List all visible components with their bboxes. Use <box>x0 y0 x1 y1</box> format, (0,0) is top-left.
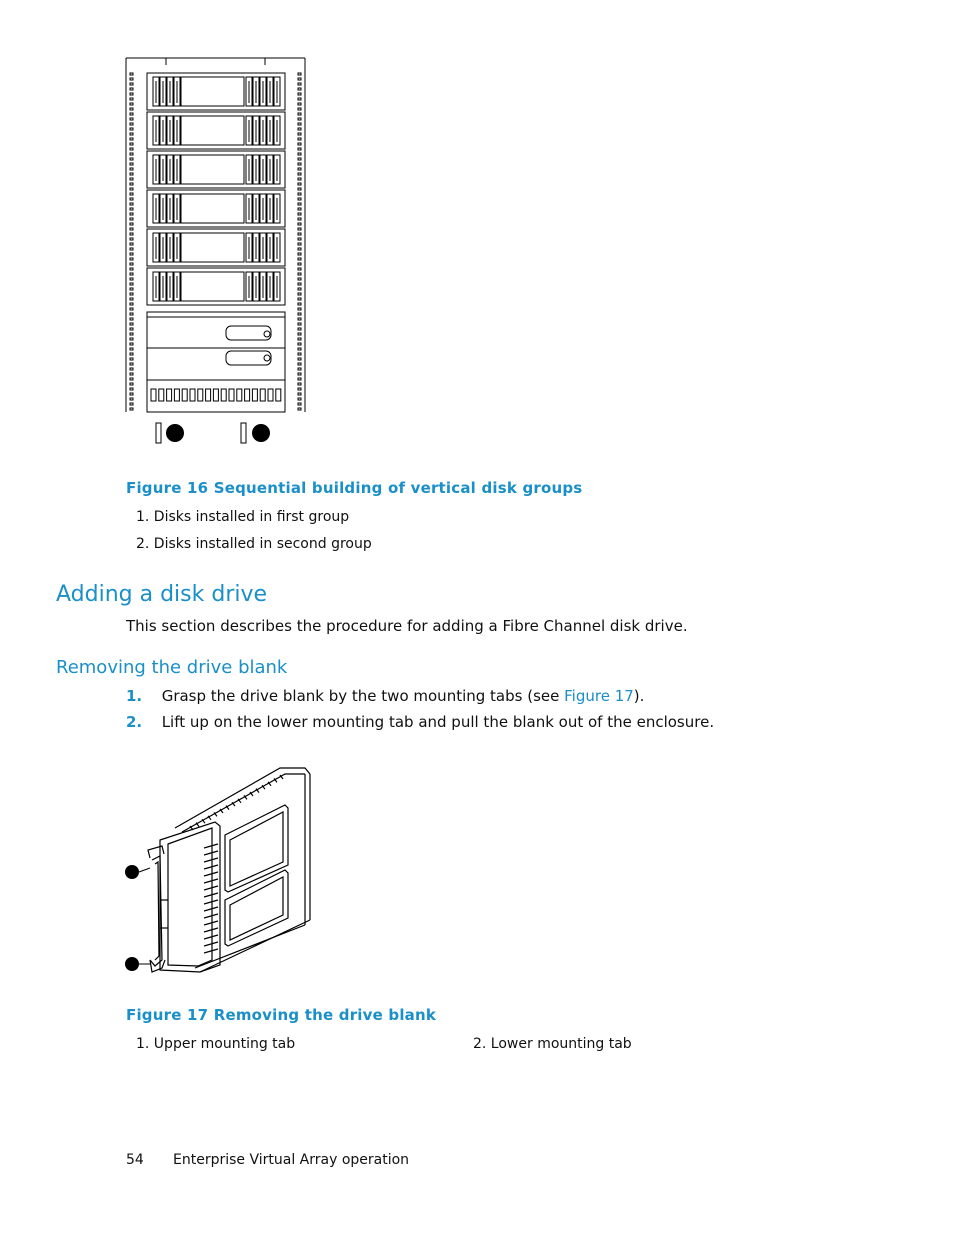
loop-switch <box>147 380 285 412</box>
step-1-text-end: ). <box>633 687 645 705</box>
figure-16-item-2: 2. Disks installed in second group <box>136 536 372 552</box>
step-2 <box>126 713 714 731</box>
figure-17-link[interactable]: Figure 17 <box>564 687 634 705</box>
step-1-number: 1. <box>126 687 143 705</box>
section-intro: This section describes the procedure for adding a Fibre Channel disk drive. <box>126 617 688 635</box>
figure-16-item-1: 1. Disks installed in first group <box>136 509 350 525</box>
drive-blank-illustration <box>120 760 320 985</box>
figure-17-item-2: 2. Lower mounting tab <box>473 1036 632 1052</box>
figure-17-caption: Figure 17 Removing the drive blank <box>126 1006 437 1024</box>
section-title: Adding a disk drive <box>56 582 268 607</box>
drive-blank-drawing <box>120 760 320 985</box>
rack-rail-left <box>130 73 133 410</box>
step-1-text: Grasp the drive blank by the two mounting tabs (see <box>161 687 565 705</box>
rack-illustration <box>120 55 310 450</box>
callout-2 <box>241 423 270 443</box>
step-1 <box>126 687 644 705</box>
rack-rail-right <box>298 73 301 410</box>
footer-title: Enterprise Virtual Array operation <box>173 1152 410 1168</box>
callout-1 <box>156 423 184 443</box>
rack-drawing <box>120 55 310 450</box>
disk-enclosures <box>147 73 285 305</box>
step-2-text: Lift up on the lower mounting tab and pull the blank out of the enclosure. <box>161 713 715 731</box>
callout-upper-tab <box>125 865 150 879</box>
page-number: 54 <box>126 1152 144 1168</box>
callout-lower-tab <box>125 957 150 971</box>
figure-16-caption: Figure 16 Sequential building of vertical disk groups <box>126 479 583 497</box>
step-2-number: 2. <box>126 713 143 731</box>
controller-upper <box>147 312 285 348</box>
figure-17-item-1: 1. Upper mounting tab <box>136 1036 296 1052</box>
subsection-title: Removing the drive blank <box>56 657 288 678</box>
controller-lower <box>147 348 285 380</box>
